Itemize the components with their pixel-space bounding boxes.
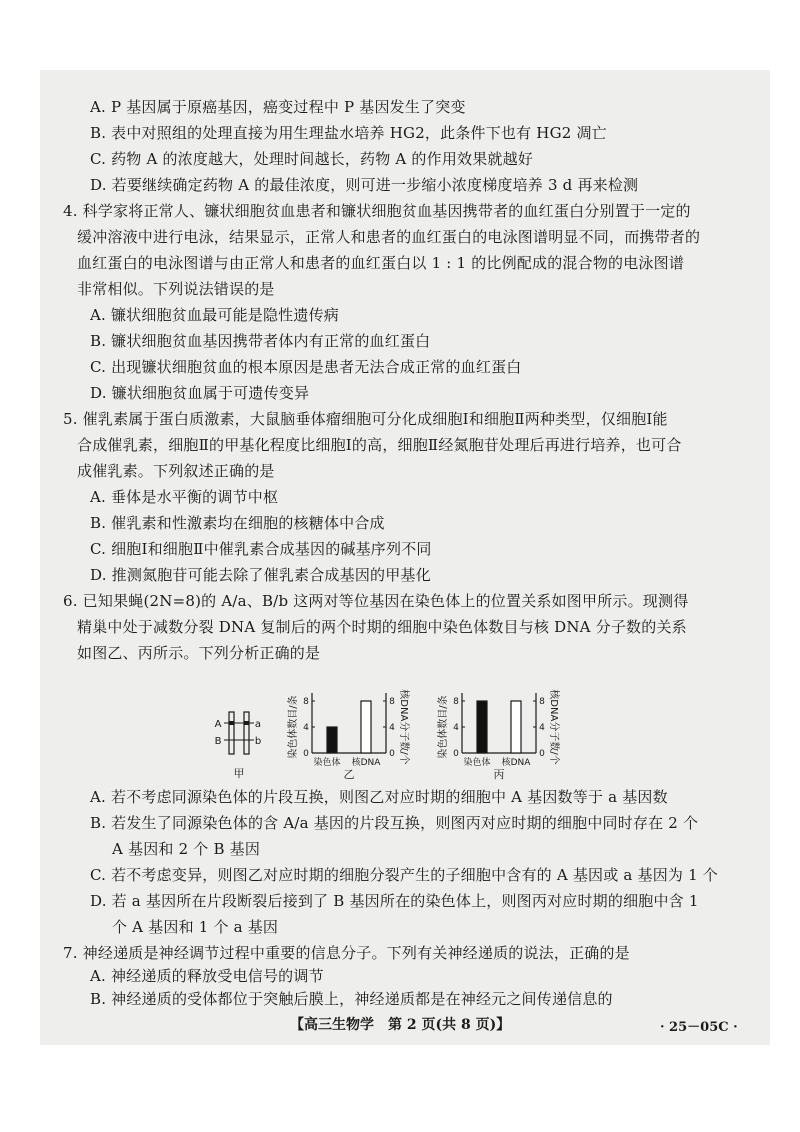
text-line: B. 催乳素和性激素均在细胞的核糖体中合成 [90,514,385,532]
caption-jia: 甲 [233,767,245,780]
text-line: C. 药物 A 的浓度越大，处理时间越长，药物 A 的作用效果就越好 [90,150,534,168]
page-footer-title: 【高三生物学 第 2 页(共 8 页)】 [290,1017,511,1033]
text-line: C. 细胞Ⅰ和细胞Ⅱ中催乳素合成基因的碱基序列不同 [90,540,432,558]
y-tick-label: 8 [539,697,545,707]
chromosome-right [244,712,249,754]
exam-page [40,70,770,1045]
caption-bing: 丙 [493,768,505,781]
text-line: C. 出现镰状细胞贫血的根本原因是患者无法合成正常的血红蛋白 [90,358,522,376]
text-line: A. 神经递质的释放受电信号的调节 [90,967,324,985]
text-line: 5. 催乳素属于蛋白质激素，大鼠脑垂体瘤细胞可分化成细胞Ⅰ和细胞Ⅱ两种类型，仅细胞Ⅰ能 [63,410,668,428]
x-tick-label: 核DNA [501,758,531,768]
y-axis-label-left: 染色体数目/条 [438,695,449,759]
bar-nuclear-dna [361,701,371,753]
text-line: A. 镰状细胞贫血最可能是隐性遗传病 [90,306,339,324]
text-line: B. 神经递质的受体都位于突触后膜上，神经递质都是在神经元之间传递信息的 [90,990,613,1008]
text-line: 成催乳素。下列叙述正确的是 [77,462,275,480]
x-tick-label: 核DNA [351,758,381,768]
text-line: 7. 神经递质是神经调节过程中重要的信息分子。下列有关神经递质的说法，正确的是 [63,944,630,962]
y-tick-label: 4 [389,723,395,733]
text-line: D. 推测氮胞苷可能去除了催乳素合成基因的甲基化 [90,566,431,584]
text-line: A. 若不考虑同源染色体的片段互换，则图乙对应时期的细胞中 A 基因数等于 a 基因数 [90,788,668,806]
text-line: 缓冲溶液中进行电泳，结果显示，正常人和患者的血红蛋白的电泳图谱明显不同，而携带者的 [77,228,701,246]
gene-label-a: a [254,719,262,730]
text-line: 个 A 基因和 1 个 a 基因 [112,918,279,936]
y-tick-label: 0 [303,749,309,759]
y-tick-label: 0 [389,749,395,759]
caption-yi: 乙 [343,768,355,781]
y-axis-label-left: 染色体数目/条 [288,695,299,759]
figure-jia [215,712,262,780]
text-line: B. 镰状细胞贫血基因携带者体内有正常的血红蛋白 [90,332,431,350]
text-line: B. 表中对照组的处理直接为用生理盐水培养 HG2，此条件下也有 HG2 凋亡 [90,124,607,142]
bar-chromosome [477,701,487,753]
text-line: A 基因和 2 个 B 基因 [112,840,261,858]
text-line: D. 若 a 基因所在片段断裂后接到了 B 基因所在的染色体上，则图丙对应时期的细胞中含 1 [90,892,699,910]
y-tick-label: 4 [303,723,309,733]
gene-label-B: B [214,736,222,747]
y-tick-label: 0 [453,749,459,759]
text-line: D. 若要继续确定药物 A 的最佳浓度，则可进一步缩小浓度梯度培养 3 d 再来检测 [90,176,639,194]
gene-label-A: A [214,719,222,730]
y-tick-label: 4 [539,723,545,733]
text-line: A. 垂体是水平衡的调节中枢 [90,488,279,506]
y-tick-label: 8 [453,697,459,707]
y-axis-label-right: 核DNA分子数/个 [398,689,409,765]
y-tick-label: 4 [453,723,459,733]
x-tick-label: 染色体 [463,758,491,768]
text-line: A. P 基因属于原癌基因，癌变过程中 P 基因发生了突变 [90,98,466,116]
text-line: B. 若发生了同源染色体的含 A/a 基因的片段互换，则图丙对应时期的细胞中同时存在 2 个 [90,814,699,832]
text-line: 血红蛋白的电泳图谱与由正常人和患者的血红蛋白以 1 : 1 的比例配成的混合物的电泳图谱 [77,254,685,272]
y-tick-label: 8 [303,697,309,707]
chart-yi [286,689,411,781]
y-tick-label: 0 [539,749,545,759]
text-line: D. 镰状细胞贫血属于可遗传变异 [90,384,310,402]
text-line: 如图乙、丙所示。下列分析正确的是 [77,644,321,662]
locus-A-mark [229,721,234,725]
bar-nuclear-dna [511,701,521,753]
text-line: C. 若不考虑变异，则图乙对应时期的细胞分裂产生的子细胞中含有的 A 基因或 a 基因为 1 个 [90,866,719,884]
chart-bing [436,689,561,781]
y-tick-label: 8 [389,697,395,707]
text-line: 4. 科学家将正常人、镰状细胞贫血患者和镰状细胞贫血基因携带者的血红蛋白分别置于一定的 [63,202,691,220]
gene-label-b: b [254,736,262,747]
figure-6 [40,70,770,1045]
text-line: 6. 已知果蝇(2N=8)的 A/a、B/b 这两对等位基因在染色体上的位置关系如图甲所示。现测得 [63,592,689,610]
text-line: 精巢中处于减数分裂 DNA 复制后的两个时期的细胞中染色体数目与核 DNA 分子数的关系 [77,618,687,636]
y-axis-label-right: 核DNA分子数/个 [548,689,559,765]
bar-chromosome [327,727,337,753]
x-tick-label: 染色体 [313,758,341,768]
text-line: 非常相似。下列说法错误的是 [77,280,275,298]
locus-a-mark [244,721,249,725]
text-line: 合成催乳素，细胞Ⅱ的甲基化程度比细胞Ⅰ的高，细胞Ⅱ经氮胞苷处理后再进行培养，也可合 [77,436,682,454]
chromosome-left [229,712,234,754]
page-footer-code: · 25－05C · [660,1020,738,1035]
